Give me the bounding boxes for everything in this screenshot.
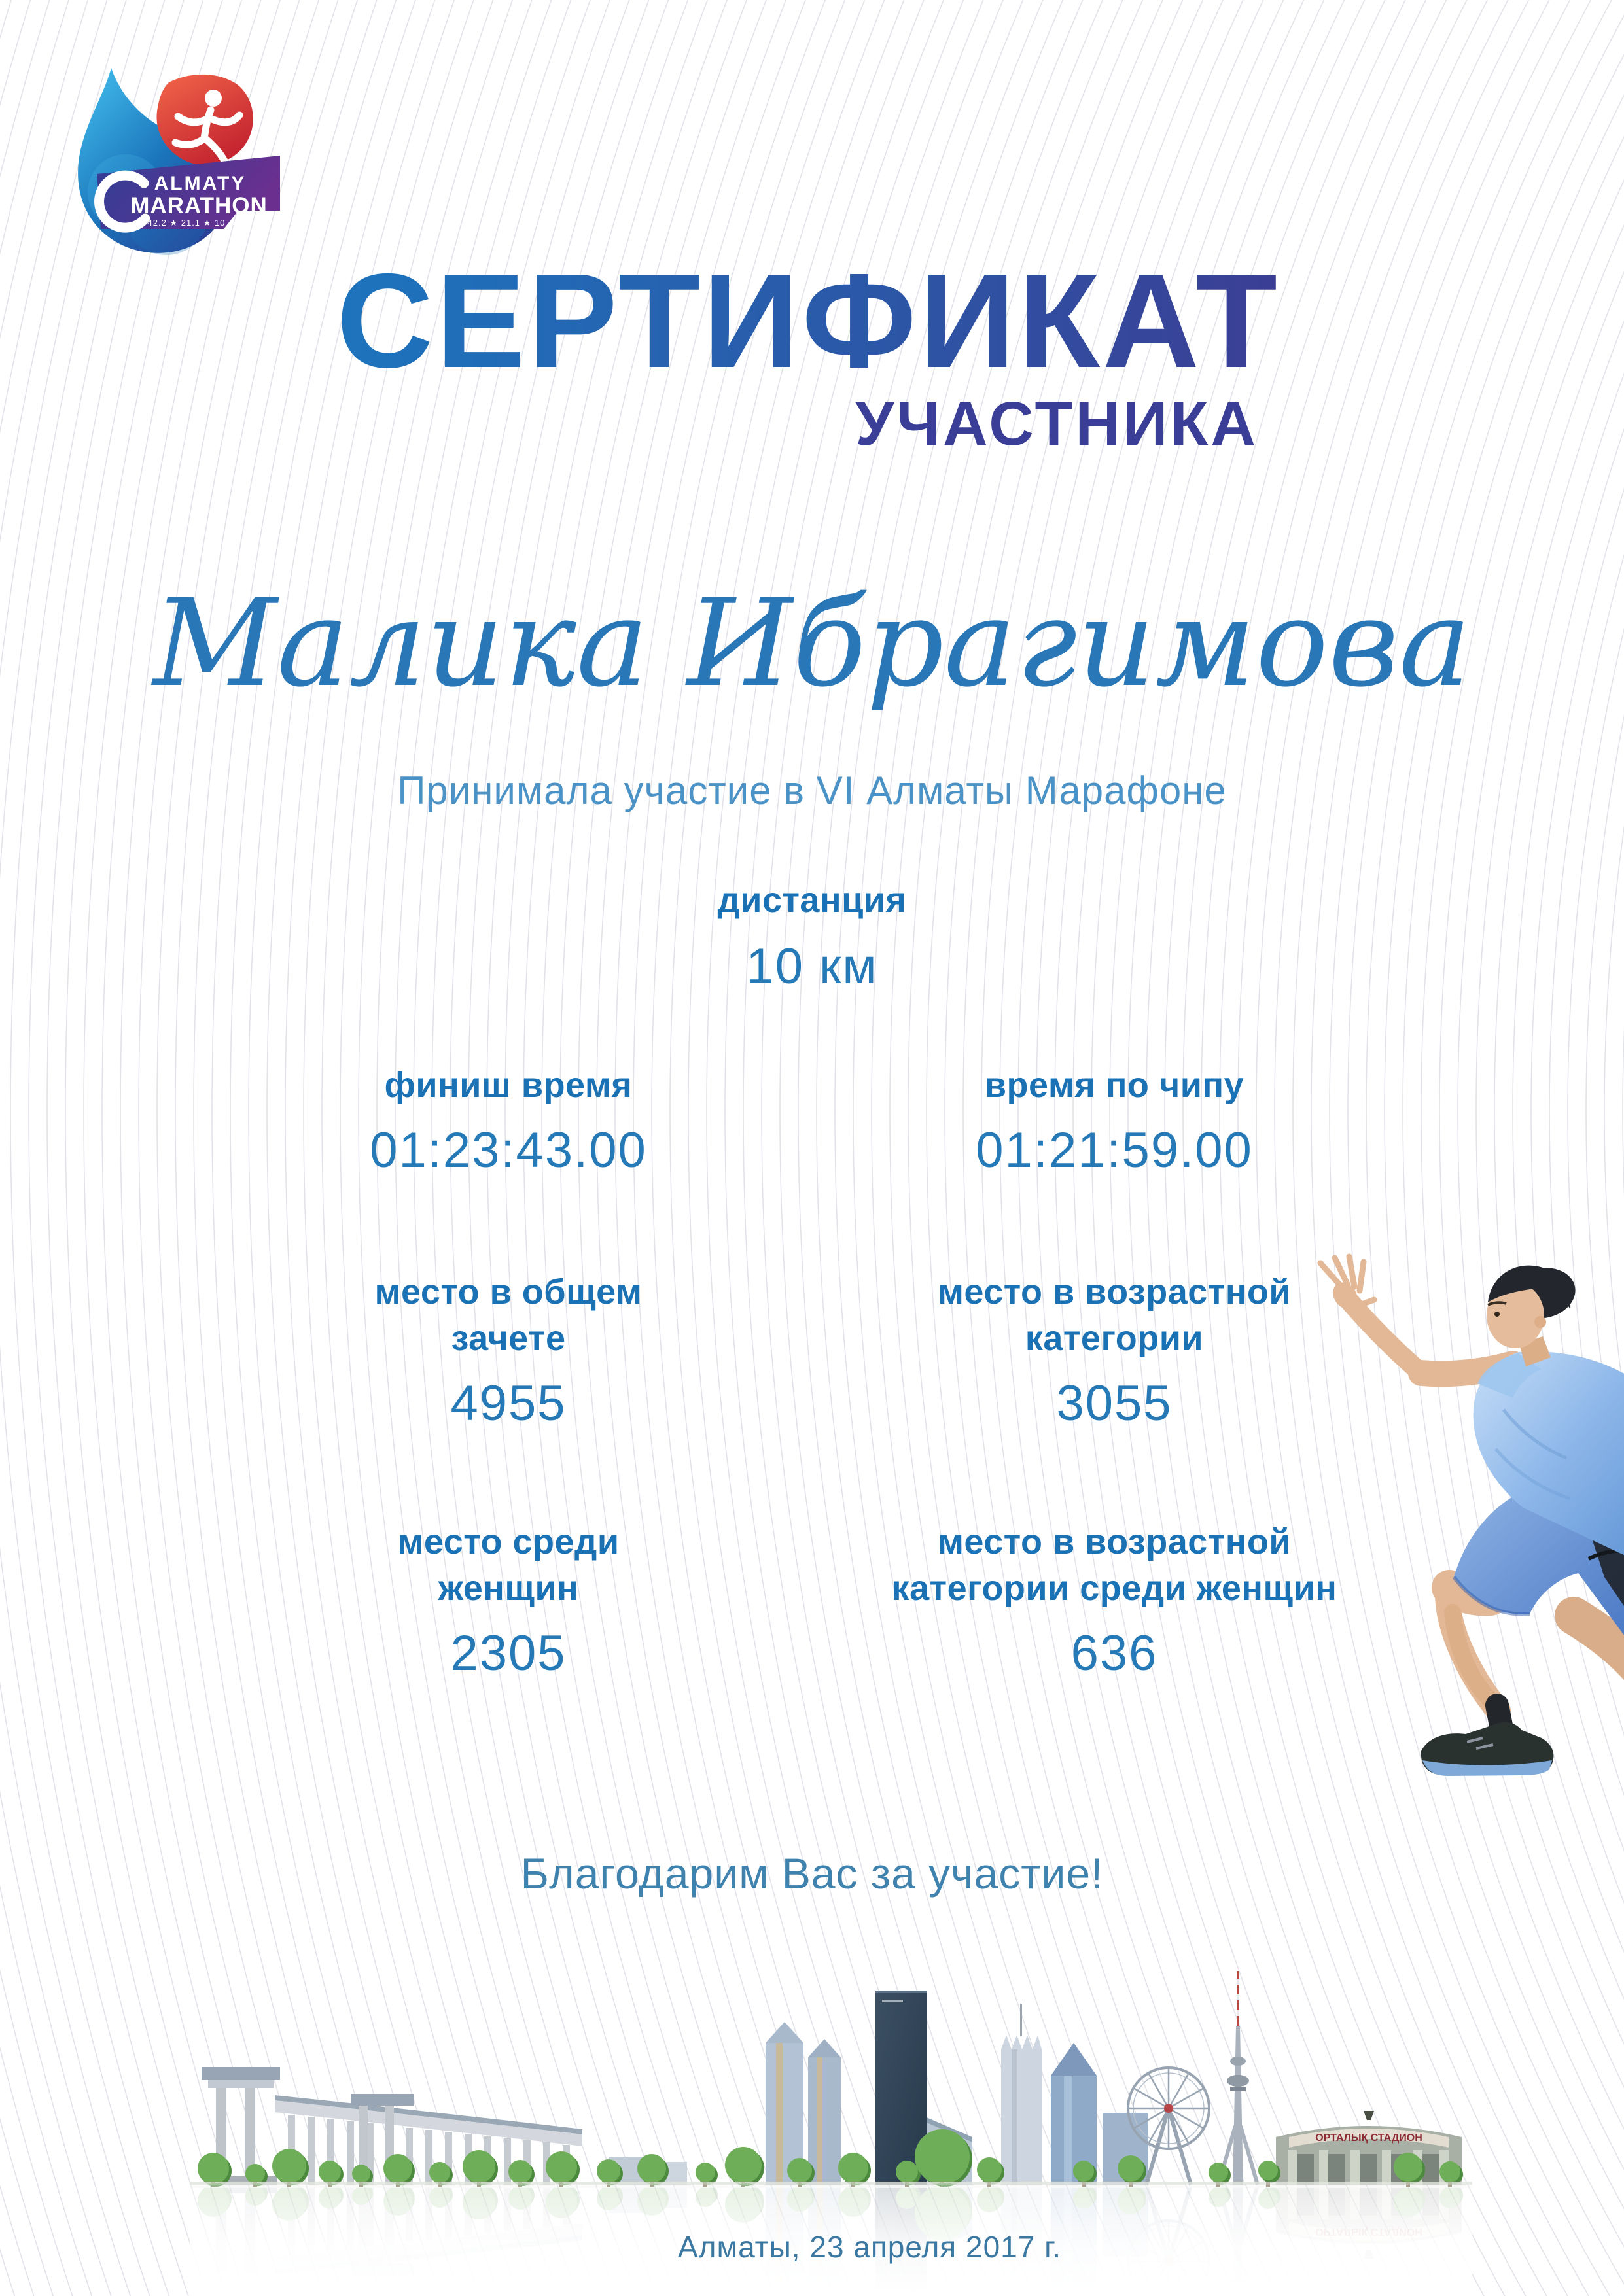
runner-shoe	[1421, 1722, 1554, 1776]
results-row-times	[205, 1062, 1417, 1180]
result-women-place	[205, 1519, 811, 1683]
result-value: 636	[1070, 1626, 1158, 1681]
result-label: время по чипу	[984, 1066, 1244, 1105]
participant-name: Малика Ибрагимова	[152, 572, 1472, 714]
result-chip-time	[811, 1062, 1417, 1180]
tv-tower	[1218, 1971, 1258, 2185]
result-finish-time	[205, 1062, 811, 1180]
runner-rear-leg	[1574, 1616, 1624, 1679]
distance-value: 10 км	[746, 939, 878, 994]
stadium	[1276, 2111, 1462, 2185]
result-label: место в возрастной категории	[937, 1272, 1292, 1358]
results-row-overall	[205, 1269, 1417, 1433]
distance-label: дистанция	[717, 880, 907, 920]
result-label: место среди женщин	[397, 1522, 620, 1608]
result-value: 2305	[450, 1626, 567, 1681]
runner-hand	[1320, 1257, 1374, 1314]
runner-head	[1487, 1262, 1580, 1348]
ground	[190, 2182, 1472, 2185]
result-value: 01:23:43.00	[370, 1122, 647, 1178]
stadium-sign: ОРТАЛЫҚ СТАДИОН	[1315, 2132, 1422, 2144]
runner-photo	[1282, 1253, 1624, 1802]
logo-text-almaty: ALMATY	[154, 173, 247, 194]
distance-block	[0, 877, 1624, 996]
result-label: место в общем зачете	[374, 1272, 643, 1358]
logo-text-marathon: MARATHON	[130, 193, 268, 218]
certificate-title: СЕРТИФИКАТ	[336, 246, 1280, 396]
result-value: 01:21:59.00	[976, 1122, 1253, 1178]
result-overall-place	[205, 1269, 811, 1433]
results-row-women	[205, 1519, 1417, 1683]
logo-text-distances: 42.2 ★ 21.1 ★ 10 ★ 3	[147, 218, 245, 228]
almaty-marathon-logo	[71, 64, 280, 260]
thanks-message: Благодарим Вас за участие!	[520, 1849, 1104, 1898]
result-value: 4955	[450, 1376, 567, 1431]
participation-description: Принимала участие в VI Алматы Марафоне	[397, 769, 1227, 812]
result-value: 3055	[1056, 1376, 1173, 1431]
hotel-kazakhstan	[1001, 2004, 1042, 2185]
result-label: финиш время	[384, 1066, 633, 1105]
date-place: Алматы, 23 апреля 2017 г.	[677, 2230, 1062, 2264]
certificate-subtitle: УЧАСТНИКА	[855, 389, 1258, 459]
result-label: место в возрастной категории среди женщин	[891, 1522, 1337, 1608]
